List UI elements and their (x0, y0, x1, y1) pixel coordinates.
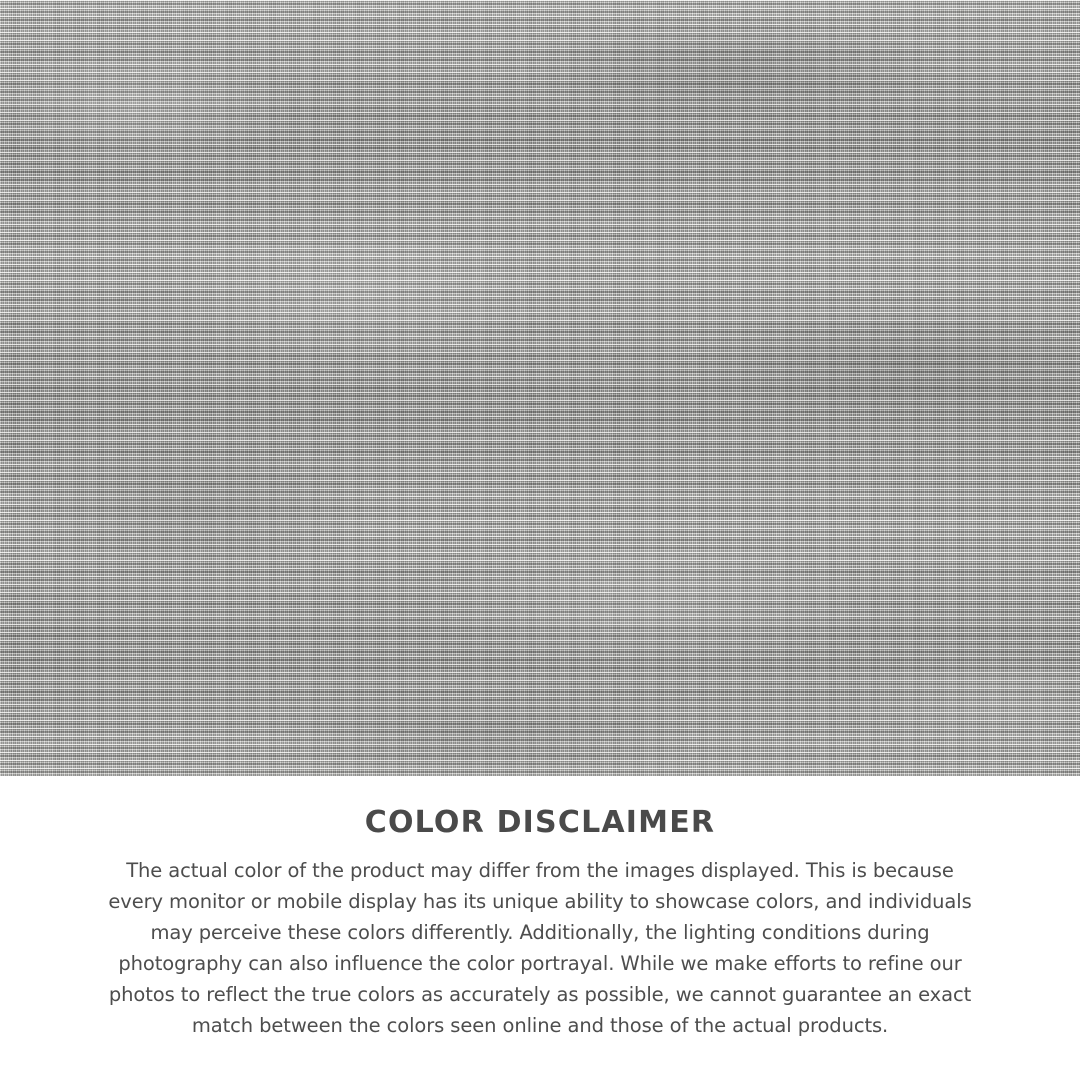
disclaimer-section (0, 776, 1080, 1080)
disclaimer-body-text: The actual color of the product may differ from the images displayed. This is because every monitor or mobile display has its unique ability to showcase colors, and individuals may perceive these colors differently. Additionally, the lighting conditions during photography can also influence the color portrayal. While we make efforts to refine our photos to reflect the true colors as accurately as possible, we cannot guarantee an exact match between the colors seen online and those of the actual products. (108, 859, 972, 1037)
disclaimer-title: COLOR DISCLAIMER (364, 805, 716, 840)
